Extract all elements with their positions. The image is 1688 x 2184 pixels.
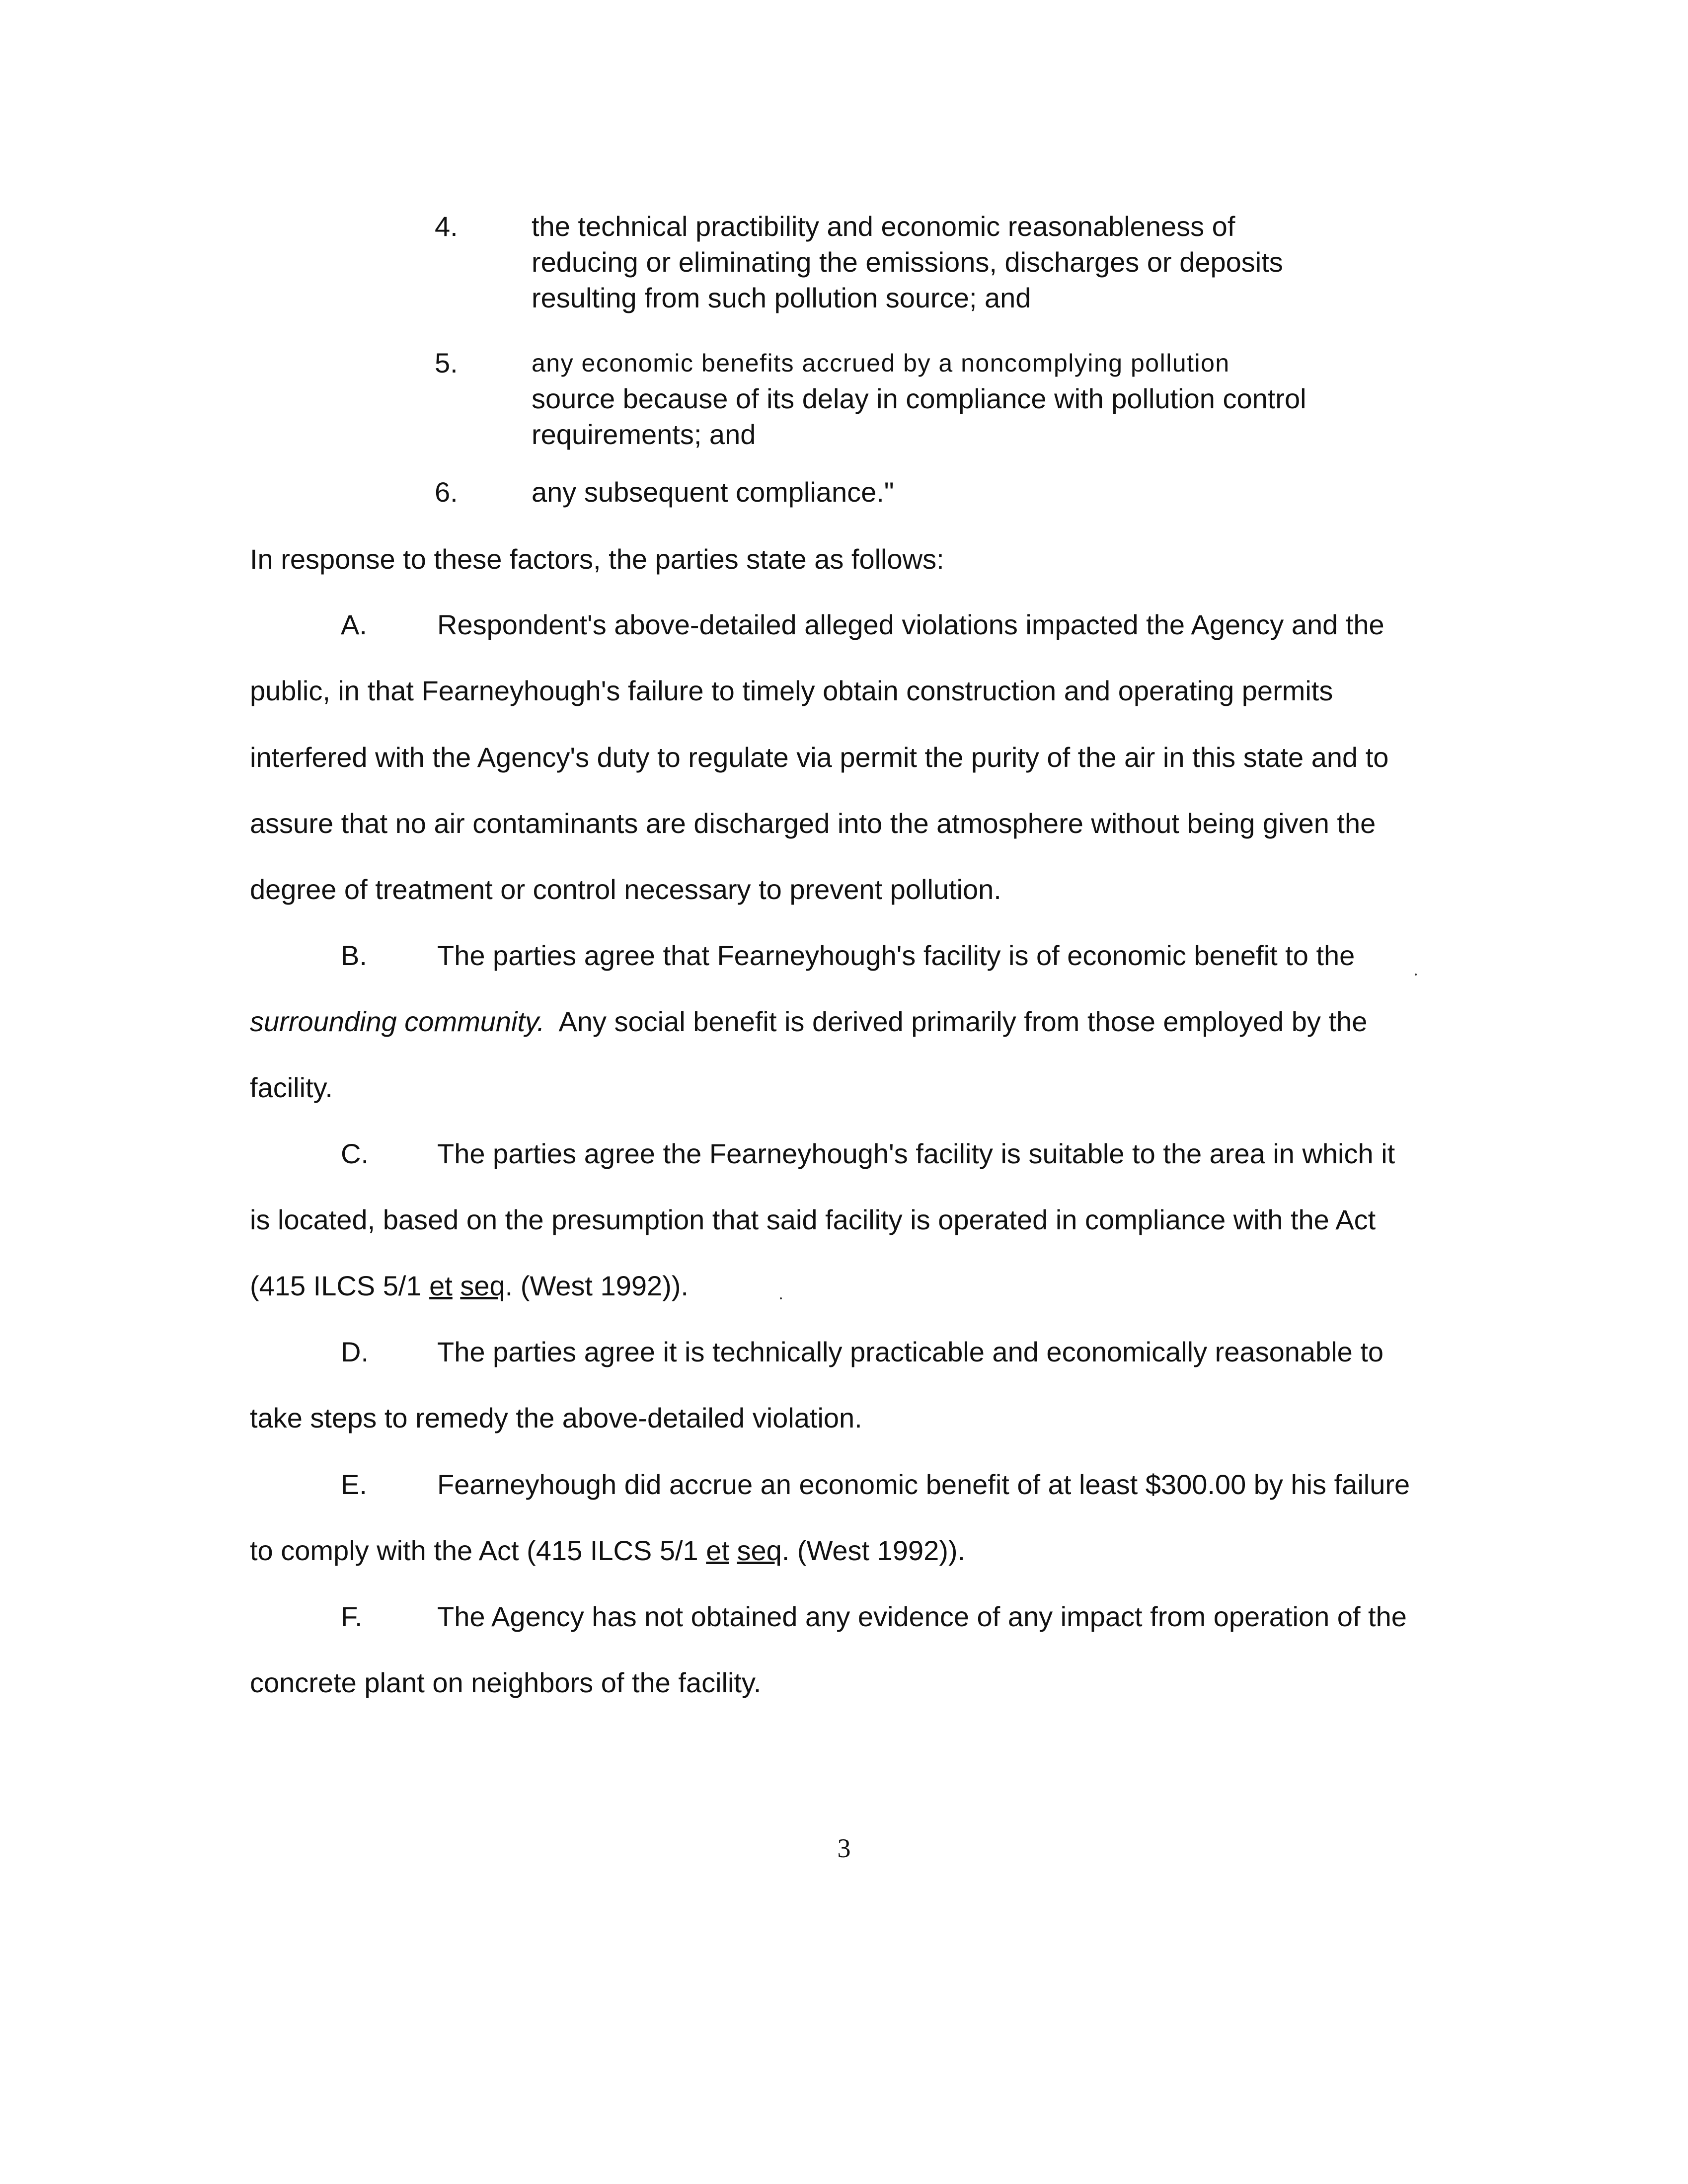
citation-text: . (West 1992)). bbox=[781, 1535, 966, 1566]
paragraph-d-letter: D. bbox=[341, 1336, 369, 1367]
scan-speck bbox=[780, 1297, 782, 1299]
paragraph-b-line: facility. bbox=[250, 1072, 333, 1103]
citation-text: to comply with the Act (415 ILCS 5/1 bbox=[250, 1535, 706, 1566]
paragraph-b-letter: B. bbox=[341, 940, 367, 971]
paragraph-f-letter: F. bbox=[341, 1601, 363, 1632]
citation-seq: seq bbox=[460, 1270, 505, 1301]
list-line: any economic benefits accrued by a noncomplying pollution bbox=[532, 349, 1230, 377]
paragraph-d-first-line: The parties agree it is technically practicable and economically reasonable to bbox=[437, 1336, 1384, 1367]
list-number: 5. bbox=[435, 347, 458, 378]
citation-et: et bbox=[706, 1535, 729, 1566]
paragraph-f-first-line: The Agency has not obtained any evidence of any impact from operation of the bbox=[437, 1601, 1407, 1632]
citation-et: et bbox=[429, 1270, 453, 1301]
paragraph-a-first-line: Respondent's above-detailed alleged violations impacted the Agency and the bbox=[437, 609, 1384, 640]
paragraph-e-first-line: Fearneyhough did accrue an economic benefit of at least $300.00 by his failure bbox=[437, 1469, 1410, 1500]
italic-phrase: surrounding community. bbox=[250, 1006, 545, 1037]
paragraph-a-line: public, in that Fearneyhough's failure to timely obtain construction and operating permits bbox=[250, 675, 1333, 706]
citation-text: . (West 1992)). bbox=[505, 1270, 689, 1301]
list-number: 6. bbox=[435, 476, 458, 508]
list-line: the technical practibility and economic reasonableness of bbox=[532, 211, 1235, 242]
list-text bbox=[532, 345, 1426, 452]
paragraph-a-line: degree of treatment or control necessary to prevent pollution. bbox=[250, 874, 1001, 905]
paragraph-c-letter: C. bbox=[341, 1138, 369, 1169]
list-text bbox=[532, 209, 1426, 316]
citation-text: (415 ILCS 5/1 bbox=[250, 1270, 430, 1301]
list-text bbox=[532, 474, 1426, 510]
list-line: any subsequent compliance." bbox=[532, 476, 894, 508]
paragraph-f-line: concrete plant on neighbors of the facility. bbox=[250, 1667, 762, 1698]
list-line: reducing or eliminating the emissions, discharges or deposits bbox=[532, 246, 1283, 278]
paragraph-a-line: interfered with the Agency's duty to regulate via permit the purity of the air in this state and to bbox=[250, 742, 1389, 773]
paragraph-d-line: take steps to remedy the above-detailed violation. bbox=[250, 1402, 862, 1433]
citation-space bbox=[453, 1270, 460, 1301]
citation-space bbox=[729, 1535, 737, 1566]
paragraph-e-line bbox=[250, 1533, 965, 1569]
paragraph-e-letter: E. bbox=[341, 1469, 367, 1500]
paragraph-c-line bbox=[250, 1268, 689, 1304]
line-text: Any social benefit is derived primarily from those employed by the bbox=[544, 1006, 1368, 1037]
paragraph-b-first-line: The parties agree that Fearneyhough's facility is of economic benefit to the bbox=[437, 940, 1355, 971]
paragraph-a-line: assure that no air contaminants are discharged into the atmosphere without being given the bbox=[250, 808, 1376, 839]
citation-seq: seq bbox=[737, 1535, 782, 1566]
paragraph-c-line: is located, based on the presumption that said facility is operated in compliance with the Act bbox=[250, 1204, 1376, 1235]
list-number: 4. bbox=[435, 211, 458, 242]
list-line: source because of its delay in compliance with pollution control bbox=[532, 383, 1306, 414]
intro-sentence: In response to these factors, the parties state as follows: bbox=[250, 543, 944, 575]
list-line: resulting from such pollution source; and bbox=[532, 282, 1031, 313]
scan-speck bbox=[1415, 974, 1417, 976]
list-line: requirements; and bbox=[532, 419, 756, 450]
page-number: 3 bbox=[837, 1833, 851, 1863]
paragraph-c-first-line: The parties agree the Fearneyhough's facility is suitable to the area in which it bbox=[437, 1138, 1395, 1169]
paragraph-b-line bbox=[250, 1004, 1367, 1040]
paragraph-a-letter: A. bbox=[341, 609, 367, 640]
